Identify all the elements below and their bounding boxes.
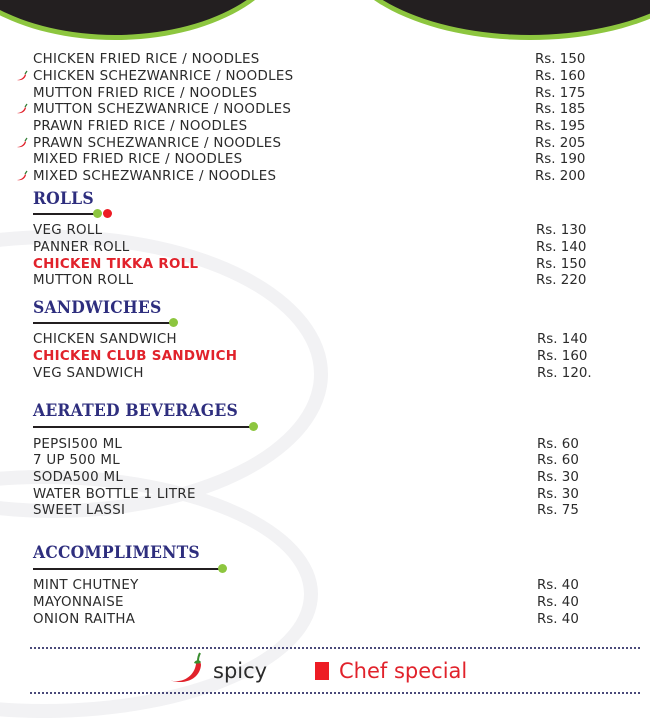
menu-item-price: Rs. 175	[535, 86, 586, 101]
menu-item-price: Rs. 205	[535, 136, 586, 151]
menu-item-price: Rs. 75	[537, 503, 579, 518]
chili-pepper-icon	[16, 70, 28, 82]
menu-item-price: Rs. 60	[537, 437, 579, 452]
menu-item-price: Rs. 40	[537, 578, 579, 593]
green-dot	[93, 209, 102, 218]
menu-item-price: Rs. 40	[537, 612, 579, 627]
menu-item-price: Rs. 160	[537, 349, 588, 364]
menu-item-price: Rs. 150	[535, 52, 586, 67]
menu-item-price: Rs. 190	[535, 152, 586, 167]
menu-item-name-chef-special: CHICKEN TIKKA ROLL	[33, 257, 199, 272]
legend-spicy-label: spicy	[213, 659, 268, 683]
menu-item-name: PRAWN SCHEZWANRICE / NOODLES	[33, 136, 282, 151]
menu-item-name: MUTTON SCHEZWANRICE / NOODLES	[33, 102, 292, 117]
section-heading-rolls: ROLLS	[33, 189, 94, 209]
section-heading-sandwiches: SANDWICHES	[33, 298, 162, 318]
menu-item-price: Rs. 120.	[537, 366, 592, 381]
heading-underline	[33, 426, 253, 428]
menu-item-price: Rs. 200	[535, 169, 586, 184]
chili-pepper-icon	[16, 137, 28, 149]
menu-item-price: Rs. 195	[535, 119, 586, 134]
section-heading-beverages: AERATED BEVERAGES	[33, 401, 238, 421]
section-heading-accompliments: ACCOMPLIMENTS	[33, 543, 200, 563]
heading-underline	[33, 568, 221, 570]
menu-item-price: Rs. 30	[537, 470, 579, 485]
menu-item-name: MUTTON FRIED RICE / NOODLES	[33, 86, 258, 101]
heading-underline	[33, 213, 97, 215]
menu-item-name: MIXED SCHEZWANRICE / NOODLES	[33, 169, 277, 184]
menu-item-name: PANNER ROLL	[33, 240, 130, 255]
menu-item-name: SWEET LASSI	[33, 503, 126, 518]
menu-item-name: WATER BOTTLE 1 LITRE	[33, 487, 196, 502]
menu-item-price: Rs. 185	[535, 102, 586, 117]
menu-item-price: Rs. 130	[536, 223, 587, 238]
chili-pepper-icon	[16, 103, 28, 115]
menu-item-name: MUTTON ROLL	[33, 273, 134, 288]
menu-item-name: MAYONNAISE	[33, 595, 124, 610]
menu-item-name: 7 UP 500 ML	[33, 453, 121, 468]
menu-item-name-chef-special: CHICKEN CLUB SANDWICH	[33, 349, 238, 364]
legend-chef-special-label: Chef special	[339, 659, 468, 683]
menu-item-price: Rs. 60	[537, 453, 579, 468]
chili-pepper-icon	[16, 170, 28, 182]
menu-item-name: PRAWN FRIED RICE / NOODLES	[33, 119, 248, 134]
menu-item-name: PEPSI500 ML	[33, 437, 123, 452]
menu-item-name: ONION RAITHA	[33, 612, 136, 627]
menu-item-price: Rs. 150	[536, 257, 587, 272]
dotted-divider	[30, 647, 640, 649]
menu-item-price: Rs. 160	[535, 69, 586, 84]
menu-item-name: CHICKEN SCHEZWANRICE / NOODLES	[33, 69, 294, 84]
red-square-icon	[315, 662, 329, 680]
red-dot	[103, 209, 112, 218]
green-dot	[169, 318, 178, 327]
menu-item-price: Rs. 40	[537, 595, 579, 610]
dotted-divider	[30, 692, 640, 694]
menu-item-price: Rs. 30	[537, 487, 579, 502]
menu-item-name: MIXED FRIED RICE / NOODLES	[33, 152, 243, 167]
menu-item-name: VEG ROLL	[33, 223, 103, 238]
header-oval-right	[335, 0, 650, 40]
chili-pepper-icon	[166, 652, 206, 686]
header-oval-left	[0, 0, 290, 40]
menu-item-name: SODA500 ML	[33, 470, 124, 485]
heading-underline	[33, 322, 173, 324]
green-dot	[249, 422, 258, 431]
menu-item-price: Rs. 140	[537, 332, 588, 347]
menu-item-name: MINT CHUTNEY	[33, 578, 139, 593]
menu-item-price: Rs. 140	[536, 240, 587, 255]
menu-item-name: VEG SANDWICH	[33, 366, 144, 381]
menu-item-name: CHICKEN FRIED RICE / NOODLES	[33, 52, 260, 67]
green-dot	[218, 564, 227, 573]
menu-item-price: Rs. 220	[536, 273, 587, 288]
menu-item-name: CHICKEN SANDWICH	[33, 332, 177, 347]
